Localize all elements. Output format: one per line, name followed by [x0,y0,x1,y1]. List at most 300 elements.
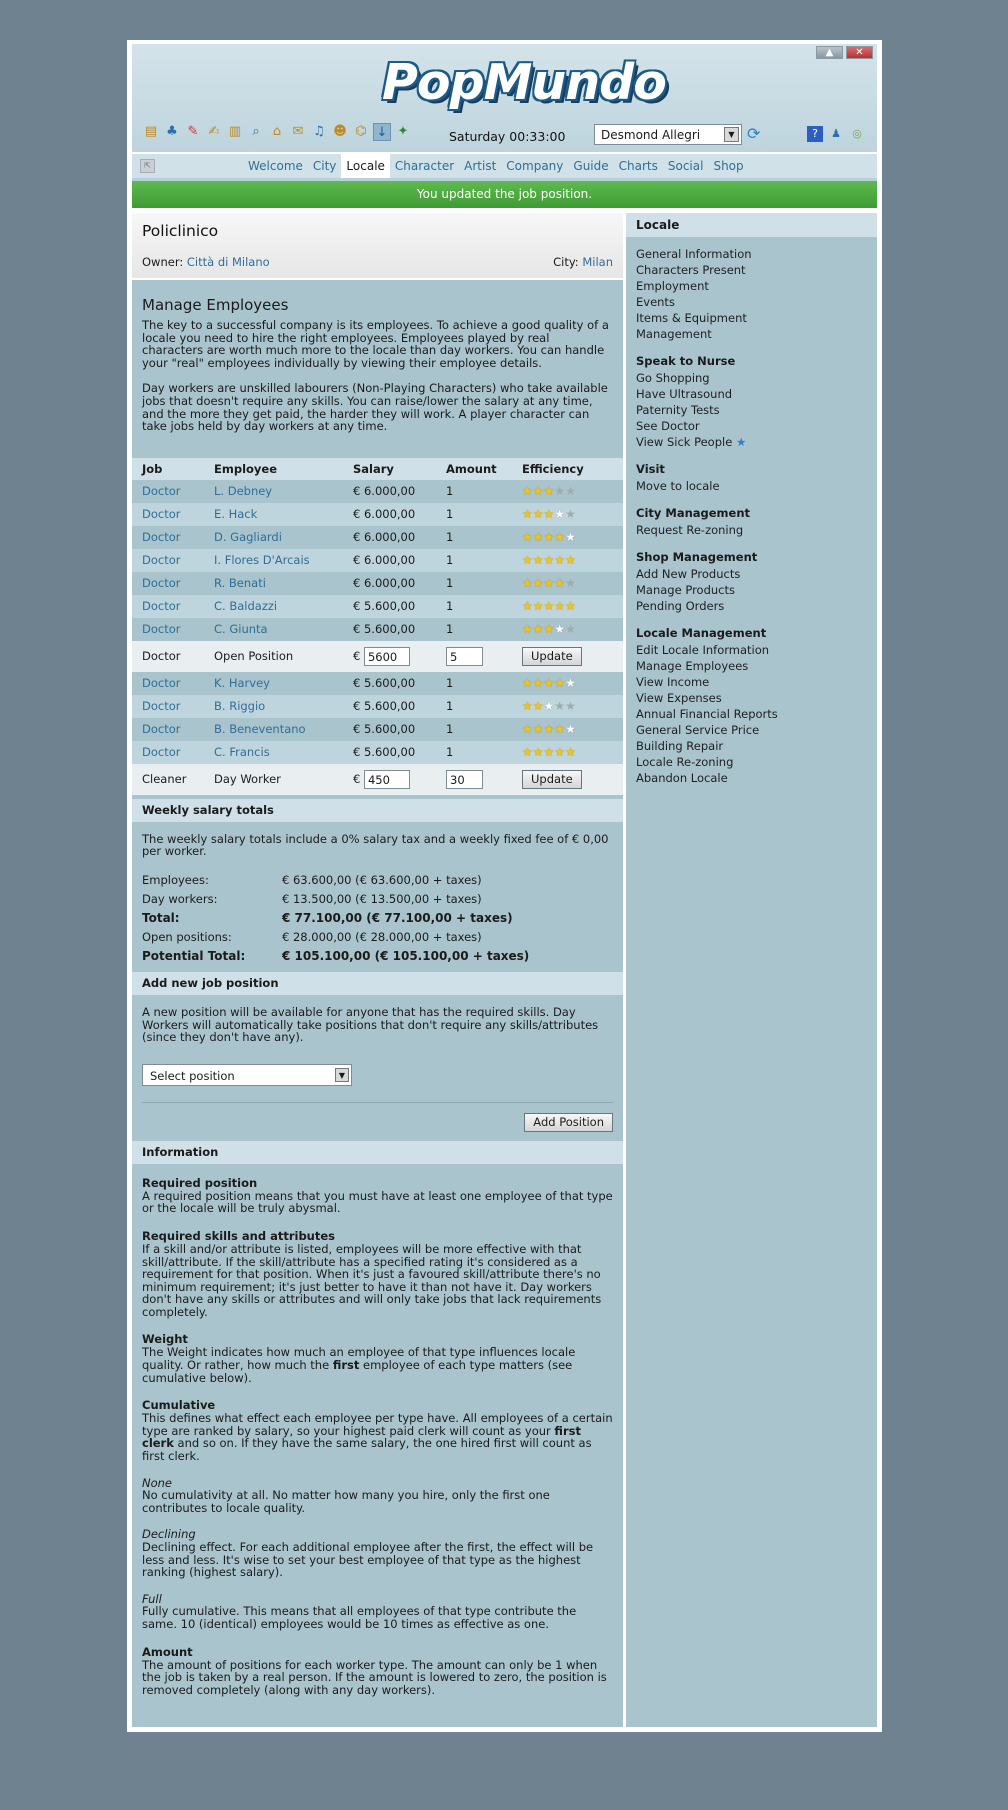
star-icon: ★ [522,722,533,737]
star-icon: ★ [532,722,544,737]
info-heading: Required skills and attributes [142,1228,336,1243]
amount-input[interactable]: 30 [446,770,483,789]
amount: 1 [436,695,512,718]
dayworkers-label: Day workers: [142,891,218,906]
sidebar-link-label: Manage Products [636,583,735,597]
refresh-icon[interactable]: ⟳ [747,124,761,143]
table-row [132,695,623,718]
info-heading: Cumulative [142,1398,216,1413]
weekly-title: Weekly salary totals [132,799,623,822]
text-part: The Weight indicates how much an employee of that type influences locale quality. Or rather, how much the [142,1345,576,1373]
star-icon: ★ [532,676,544,691]
job-link[interactable]: Doctor [132,572,204,595]
star-icon: ★ [532,599,544,614]
nav-guide[interactable]: Guide [573,159,609,173]
sidebar-heading: City Management [636,506,751,520]
text-part: employee of each type matters (see cumulative below). [142,1358,573,1385]
salary: € 5.600,00 [343,618,436,641]
info-text: Fully cumulative. This means that all employees of that type contribute the same. 10 (identical) employees would be 10 times as effective as one. [142,1604,577,1631]
sidebar-title: Locale [626,213,877,237]
star-icon: ★ [532,507,544,522]
addjob-actions [142,1113,613,1132]
sidebar-link[interactable] [636,582,867,598]
salary: € 6.000,00 [343,480,436,503]
chevron-down-icon[interactable]: ▼ [724,127,739,142]
sidebar-link[interactable] [636,294,867,310]
employee: Day Worker [204,764,343,795]
main-nav [132,152,877,178]
update-cell [512,641,623,672]
amount-cell [436,764,512,795]
sidebar-link[interactable] [636,706,867,722]
star-icon: ★ [554,530,566,545]
move-icon[interactable]: ✦ [397,124,409,139]
table-row [132,595,623,618]
sidebar-link-label: View Sick People [636,435,733,449]
amount: 1 [436,672,512,695]
job-link[interactable]: Doctor [132,549,204,572]
star-icon: ★ [532,576,544,591]
sidebar-locale [626,626,877,786]
star-icon: ★ [554,576,566,591]
download-icon[interactable]: ↓ [373,123,391,141]
open-position-row [132,641,623,672]
table-row [132,549,623,572]
star-icon: ★ [532,553,544,568]
sidebar-link-label: Go Shopping [636,371,710,385]
sidebar-link-label: Edit Locale Information [636,643,770,657]
info-text [142,1346,613,1384]
sidebar-link[interactable] [636,674,867,690]
sidebar-link-label: Abandon Locale [636,771,728,785]
info-text: If a skill and/or attribute is listed, employees will be more effective with that skill/attribute. If the skill/attribute has a specified rating it's considered as a requirement for that position. When it's just a favoured skill/attribute there's no minimum requirement; it's just better to have it than not have it. Day workers don't have any skills or attributes and will only take jobs that lack requirements completely. [142,1241,602,1319]
text-part: and so on. If they have the same salary, the one hired first will count as first clerk. [142,1436,592,1464]
sidebar-link[interactable] [636,738,867,754]
job-link[interactable]: Doctor [132,741,204,764]
book-icon[interactable]: ▥ [228,124,242,139]
star-icon: ★ [554,699,566,714]
star-icon: ★ [554,622,566,637]
nav-shop[interactable]: Shop [713,159,744,173]
job-link[interactable]: Doctor [132,526,204,549]
job-link[interactable]: Doctor [132,695,204,718]
character-select-value: Desmond Allegri [601,128,701,142]
table-row [132,618,623,641]
employees-table [132,458,623,795]
employee-link[interactable]: C. Francis [204,741,343,764]
sidebar-nurse [626,354,877,450]
sidebar-general [626,246,877,342]
salary-cell [343,764,436,795]
sidebar-link-label: Add New Products [636,567,741,581]
star-icon: ★ [543,530,555,545]
star-icon: ★ [543,745,555,760]
star-icon: ★ [543,507,555,522]
star-icon: ★ [554,484,566,499]
sidebar-link[interactable] [636,690,867,706]
text-bold: first [332,1358,360,1373]
star-icon: ★ [522,576,533,591]
main-content [132,213,623,1727]
sidebar-link[interactable] [636,386,867,402]
city [553,255,613,269]
pencil-icon[interactable]: ✎ [187,124,199,139]
efficiency-stars [512,595,623,618]
toolbar [142,123,412,141]
notes-icon[interactable]: ▤ [144,124,158,139]
star-icon: ★ [565,484,576,499]
star-icon: ★ [565,599,576,614]
globe-icon[interactable]: ◎ [852,127,862,140]
star-icon: ★ [565,676,576,691]
employee-link[interactable]: R. Benati [204,572,343,595]
sidebar-link-label: Locale Re-zoning [636,755,734,769]
edit-icon[interactable]: ✍ [208,124,220,139]
table-row [132,741,623,764]
table-row [132,572,623,595]
salary: € 5.600,00 [343,695,436,718]
info-heading: Required position [142,1175,258,1190]
col-job: Job [132,458,204,480]
employee-link[interactable]: K. Harvey [204,672,343,695]
search-icon[interactable]: ⌕ [252,124,260,139]
job-link[interactable]: Doctor [132,480,204,503]
star-icon: ★ [522,699,533,714]
star-icon: ★ [554,507,566,522]
salary: € 6.000,00 [343,549,436,572]
sidebar-link[interactable] [636,642,867,658]
job: Doctor [132,641,204,672]
job-link[interactable]: Doctor [132,672,204,695]
sidebar-link-label: Paternity Tests [636,403,720,417]
sidebar-link-label: View Income [636,675,710,689]
open-total: € 28.000,00 (€ 28.000,00 + taxes) [282,929,482,944]
star-icon: ★ [732,435,747,449]
star-icon: ★ [565,745,576,760]
col-employee: Employee [204,458,343,480]
nav-locale[interactable]: Locale [341,154,389,178]
update-button[interactable]: Update [522,770,582,789]
info-subheading: Declining [142,1527,196,1542]
nav-character[interactable]: Character [394,159,455,173]
table-header-row [132,458,623,480]
owner-label: Owner: [142,255,184,269]
sidebar-link-label: Employment [636,279,709,293]
star-icon: ★ [543,553,555,568]
salary: € 5.600,00 [343,672,436,695]
star-icon: ★ [565,722,576,737]
efficiency-stars [512,549,623,572]
star-icon: ★ [543,676,555,691]
nav-home-icon[interactable]: ⇱ [140,159,155,173]
sidebar-link[interactable] [636,418,867,434]
employee-link[interactable]: B. Riggio [204,695,343,718]
info-subheading: Full [142,1591,162,1606]
position-select-value: Select position [150,1068,235,1083]
sidebar-link[interactable] [636,246,867,262]
star-icon: ★ [565,530,576,545]
star-icon: ★ [554,745,566,760]
efficiency-stars [512,618,623,641]
amount: 1 [436,572,512,595]
star-icon: ★ [543,722,555,737]
salary: € 5.600,00 [343,718,436,741]
sidebar-link[interactable] [636,278,867,294]
text-part: This defines what effect each employee per type have. All employees of a certain type are ranked by salary, so your highest paid clerk will count as your [142,1411,613,1438]
nav-social[interactable]: Social [667,159,704,173]
addjob-title: Add new job position [132,972,623,995]
locale-header [132,213,623,278]
star-icon: ★ [543,699,555,714]
star-icon: ★ [522,553,533,568]
potential-value: € 105.100,00 (€ 105.100,00 + taxes) [282,948,530,963]
sidebar-heading: Speak to Nurse [636,354,736,368]
datetime: Saturday 00:33:00 [449,129,566,144]
weekly-note: The weekly salary totals include a 0% salary tax and a weekly fixed fee of € 0,00 per worker. [142,831,609,859]
sidebar-link[interactable] [636,770,867,786]
table-row [132,718,623,741]
home-icon[interactable]: ⌂ [272,124,282,139]
document-icon[interactable]: ✉ [292,124,304,139]
star-icon: ★ [522,599,533,614]
amount: 1 [436,503,512,526]
sidebar-link-label: General Service Price [636,723,760,737]
star-icon: ★ [554,722,566,737]
sidebar-link[interactable] [636,310,867,326]
efficiency-stars [512,718,623,741]
app-frame [127,40,882,1732]
sidebar-heading: Locale Management [636,626,767,640]
info-text [142,1412,613,1462]
open-label: Open positions: [142,929,232,944]
sidebar-link[interactable] [636,658,867,674]
info-text: The amount of positions for each worker type. The amount can only be 1 when the job is taken by a real person. If the amount is lowered to zero, the position is removed completely (along with any day workers). [142,1657,607,1697]
employee: Open Position [204,641,343,672]
employee-link[interactable]: B. Beneventano [204,718,343,741]
status-message: You updated the job position. [132,181,877,208]
sidebar-link[interactable] [636,754,867,770]
city-label: City: [553,255,579,269]
star-icon: ★ [522,745,533,760]
sidebar-link[interactable] [636,370,867,386]
efficiency-stars [512,695,623,718]
salary: € 6.000,00 [343,503,436,526]
employee-link[interactable]: I. Flores D'Arcais [204,549,343,572]
amount: 1 [436,741,512,764]
table-row [132,672,623,695]
currency: € [353,771,361,786]
sidebar-city [626,506,877,538]
city-link[interactable]: Milan [582,255,613,269]
amount-cell [436,641,512,672]
efficiency-stars [512,672,623,695]
nav-charts[interactable]: Charts [618,159,658,173]
amount: 1 [436,526,512,549]
salary: € 6.000,00 [343,526,436,549]
weekly-body [132,822,623,969]
salary-input[interactable]: 450 [364,770,410,789]
star-icon: ★ [565,553,576,568]
sidebar-link[interactable] [636,522,867,538]
star-icon: ★ [565,507,576,522]
sidebar-heading: Shop Management [636,550,758,564]
table-row [132,480,623,503]
divider [142,1102,613,1103]
sidebar-link-label: Annual Financial Reports [636,707,778,721]
sidebar-link[interactable] [636,598,867,614]
table-row [132,503,623,526]
close-icon[interactable]: ✕ [846,46,873,59]
position-select[interactable] [142,1064,352,1086]
employees-total: € 63.600,00 (€ 63.600,00 + taxes) [282,872,482,887]
star-icon: ★ [532,484,544,499]
owner-link[interactable]: Città di Milano [186,255,270,269]
amount: 1 [436,549,512,572]
star-icon: ★ [522,507,533,522]
window-controls [816,46,873,59]
sidebar-visit [626,462,877,494]
info-text: A required position means that you must have at least one employee of that type or the locale will be truly abysmal. [142,1188,613,1216]
job-link[interactable]: Doctor [132,503,204,526]
bank-icon[interactable]: ⌬ [355,124,367,139]
employee-link[interactable]: C. Giunta [204,618,343,641]
chevron-down-icon[interactable]: ▼ [335,1068,349,1082]
music-icon[interactable]: ♫ [313,124,325,139]
section-title: Manage Employees [142,296,289,314]
info-body [132,1164,623,1703]
star-icon: ★ [532,699,544,714]
sidebar-link-label: General Information [636,247,752,261]
salary: € 5.600,00 [343,595,436,618]
sidebar-link-label: Pending Orders [636,599,725,613]
sidebar-link[interactable] [636,262,867,278]
total-value: € 77.100,00 (€ 77.100,00 + taxes) [282,910,513,925]
star-icon: ★ [554,553,566,568]
add-position-button[interactable]: Add Position [524,1113,613,1132]
nav-artist[interactable]: Artist [464,159,497,173]
star-icon: ★ [543,599,555,614]
amount-input[interactable]: 5 [446,647,483,666]
employee-link[interactable]: L. Debney [204,480,343,503]
totals [142,873,613,963]
star-icon: ★ [554,599,566,614]
update-cell [512,764,623,795]
character-select[interactable] [594,124,742,145]
col-salary: Salary [343,458,436,480]
day-worker-row [132,764,623,795]
salary: € 5.600,00 [343,741,436,764]
info-text: No cumulativity at all. No matter how many you hire, only the first one contributes to locale quality. [142,1488,550,1515]
sidebar-link-label: Building Repair [636,739,724,753]
nav-city[interactable]: City [312,159,337,173]
currency: € [353,648,361,663]
sidebar-link[interactable] [636,434,867,450]
sidebar-link-label: Request Re-zoning [636,523,744,537]
logo[interactable]: PopMundo [382,54,666,111]
potential-label: Potential Total: [142,948,246,963]
nav-company[interactable]: Company [506,159,564,173]
salary: € 6.000,00 [343,572,436,595]
sidebar-link[interactable] [636,566,867,582]
col-amount: Amount [436,458,512,480]
network-icon[interactable]: ♣ [166,124,178,139]
sidebar-heading: Visit [636,462,665,476]
job-link[interactable]: Doctor [132,618,204,641]
page-title: Policlinico [142,222,219,240]
amount: 1 [436,595,512,618]
star-icon: ★ [554,676,566,691]
star-icon: ★ [522,484,533,499]
sidebar-link-label: Management [636,327,712,341]
nav-welcome[interactable]: Welcome [248,159,303,173]
job: Cleaner [132,764,204,795]
intro-paragraph-2: Day workers are unskilled labourers (Non-Playing Characters) who take available jobs that doesn't require any skills. You can raise/lower the salary at any time, and the more they get paid, the harder they will work. A player character can take jobs held by day workers at any time. [142,381,608,434]
sidebar-link[interactable] [636,722,867,738]
star-icon: ★ [565,699,576,714]
efficiency-stars [512,526,623,549]
sidebar-link[interactable] [636,326,867,342]
sidebar-link[interactable] [636,402,867,418]
star-icon: ★ [543,622,555,637]
amount: 1 [436,480,512,503]
efficiency-stars [512,572,623,595]
salary-cell [343,641,436,672]
star-icon: ★ [532,622,544,637]
salary-input[interactable]: 5600 [364,647,410,666]
sidebar-link-label: Items & Equipment [636,311,747,325]
star-icon: ★ [522,676,533,691]
sidebar-link[interactable] [636,478,867,494]
sidebar-shop [626,550,877,614]
intro-paragraph-1: The key to a successful company is its employees. To achieve a good quality of a locale you need to hire the right employees. Employees played by real characters are worth much more to the locale than day workers. You can handle your "real" employees individually by viewing their employee details. [142,318,609,370]
update-button[interactable]: Update [522,647,582,666]
total-label: Total: [142,910,180,925]
info-subheading: None [142,1475,173,1490]
people-icon[interactable]: ☻ [333,124,347,139]
efficiency-stars [512,741,623,764]
addjob-body [132,995,623,1138]
sidebar-link-label: Characters Present [636,263,746,277]
text-bold: first clerk [142,1423,581,1451]
job-link[interactable]: Doctor [132,718,204,741]
dayworkers-total: € 13.500,00 (€ 13.500,00 + taxes) [282,891,482,906]
employee-link[interactable]: C. Baldazzi [204,595,343,618]
job-link[interactable]: Doctor [132,595,204,618]
info-title: Information [132,1141,623,1164]
col-efficiency: Efficiency [512,458,623,480]
info-heading: Amount [142,1644,193,1659]
employee-link[interactable]: E. Hack [204,503,343,526]
user-icon[interactable]: ♟ [831,127,841,140]
amount: 1 [436,718,512,741]
employees-label: Employees: [142,872,209,887]
minimize-icon[interactable]: ▲ [816,46,843,59]
info-heading: Weight [142,1332,188,1347]
star-icon: ★ [532,745,544,760]
star-icon: ★ [565,576,576,591]
employee-link[interactable]: D. Gagliardi [204,526,343,549]
info-text: Declining effect. For each additional employee after the first, the effect will be less and less. It's wise to set your best employee of that type as the highest ranking (highest salary). [142,1540,594,1580]
star-icon: ★ [532,530,544,545]
sidebar-link-label: Have Ultrasound [636,387,733,401]
star-icon: ★ [522,622,533,637]
help-icon[interactable]: ? [807,126,823,142]
star-icon: ★ [565,622,576,637]
addjob-text: A new position will be available for anyone that has the required skills. Day Workers will automatically take positions that don't require any skills/attributes (since they don't have any). [142,1004,599,1045]
table-row [132,526,623,549]
sidebar-link-label: Events [636,295,675,309]
right-icons [807,126,865,142]
